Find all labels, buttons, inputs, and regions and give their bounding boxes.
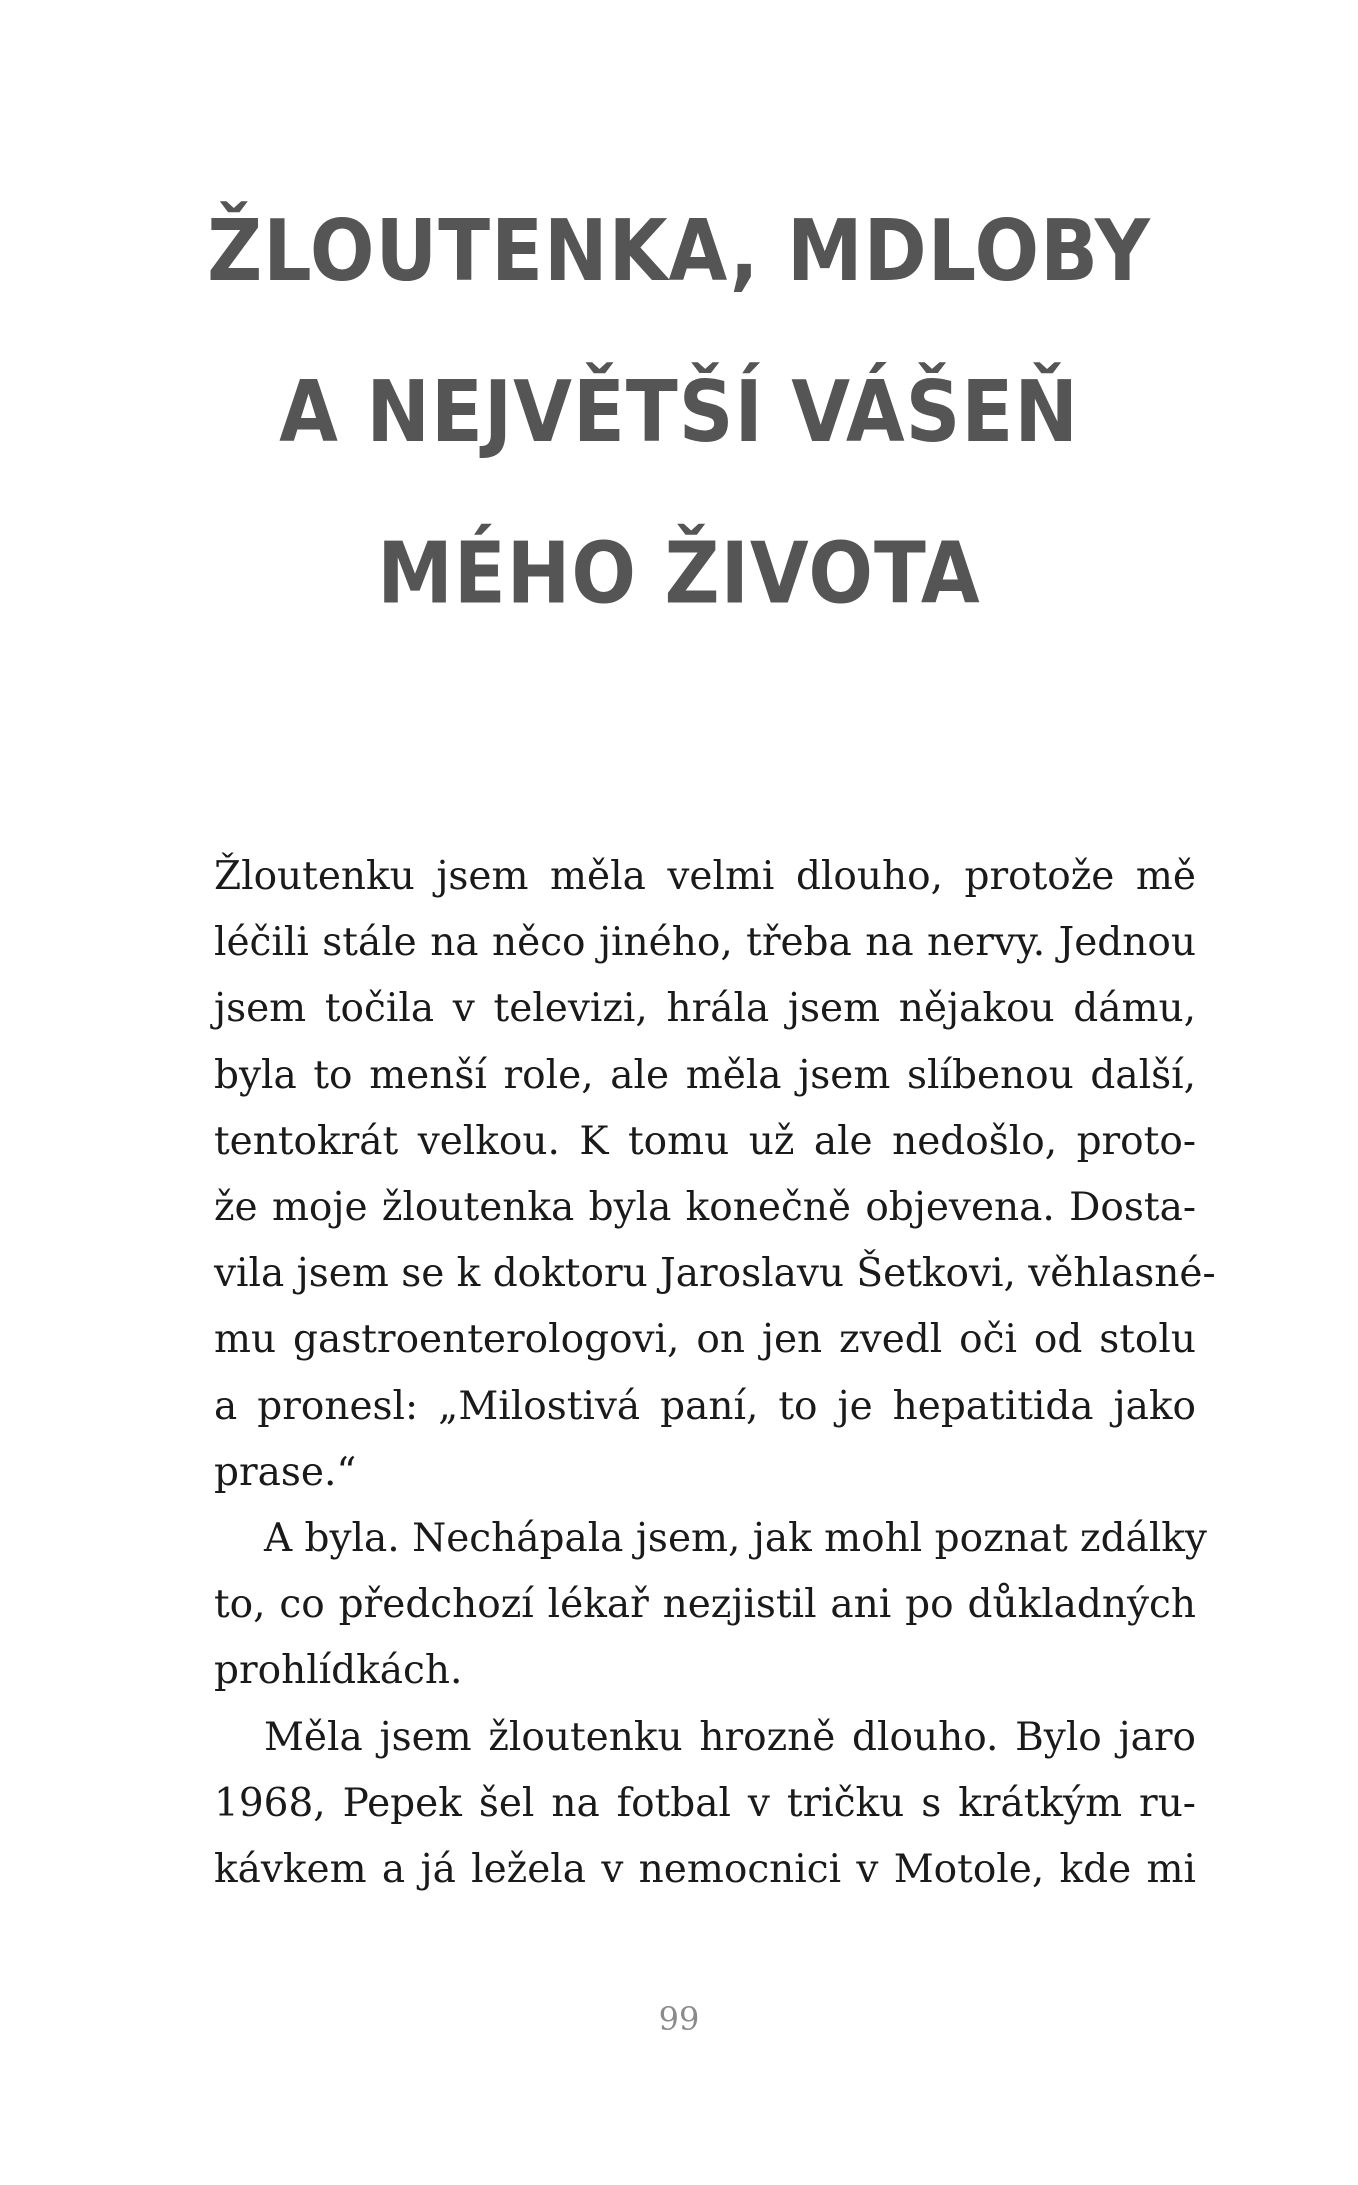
body-text: [214, 844, 1216, 1903]
chapter-title-line: MÉHO ŽIVOTA: [377, 522, 981, 623]
text-line: léčili stále na něco jiného, třeba na nervy. Jednou: [214, 920, 1196, 966]
text-line: jsem točila v televizi, hrála jsem nějakou dámu,: [214, 986, 1196, 1032]
page-number: 99: [658, 2000, 700, 2038]
chapter-title-line: ŽLOUTENKA, MDLOBY: [207, 200, 1151, 300]
text-line: a pronesl: „Milostivá paní, to je hepatitida jako: [214, 1383, 1196, 1429]
text-line: tentokrát velkou. K tomu už ale nedošlo, proto-: [214, 1118, 1196, 1164]
chapter-title-line: A NEJVĚTŠÍ VÁŠEŇ: [279, 361, 1079, 462]
text-line: byla to menší role, ale měla jsem slíbenou další,: [214, 1052, 1196, 1098]
text-line: Žloutenku jsem měla velmi dlouho, protože mě: [214, 854, 1196, 899]
text-line: A byla. Nechápala jsem, jak mohl poznat zdálky: [264, 1516, 1207, 1562]
text-line: Měla jsem žloutenku hrozně dlouho. Bylo jaro: [264, 1714, 1196, 1760]
text-line: prohlídkách.: [214, 1648, 463, 1694]
text-line: prase.“: [214, 1449, 357, 1495]
text-line: mu gastroenterologovi, on jen zvedl oči od stolu: [214, 1317, 1196, 1363]
text-line: vila jsem se k doktoru Jaroslavu Šetkovi, věhlasné-: [214, 1251, 1216, 1297]
chapter-title: [0, 170, 1358, 654]
text-line: 1968, Pepek šel na fotbal v tričku s krátkým ru-: [214, 1780, 1196, 1826]
text-line: to, co předchozí lékař nezjistil ani po důkladných: [214, 1582, 1196, 1628]
text-line: kávkem a já ležela v nemocnici v Motole, kde mi: [214, 1847, 1196, 1893]
text-line: že moje žloutenka byla konečně objevena. Dosta-: [214, 1185, 1196, 1231]
